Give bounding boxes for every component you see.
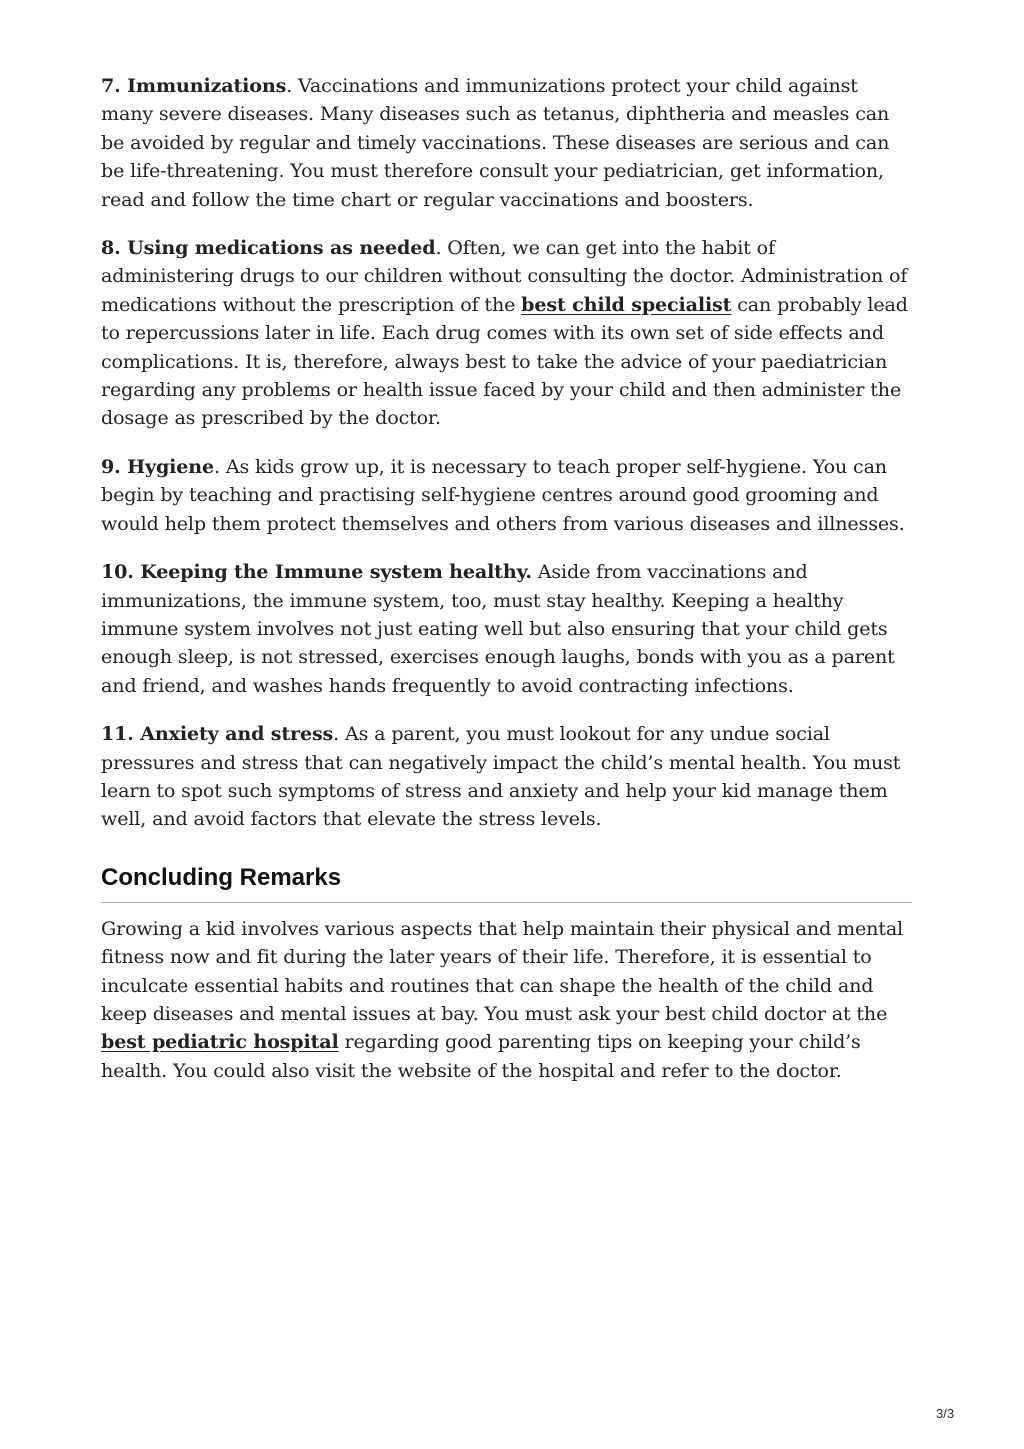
best-pediatric-hospital-link[interactable]: best pediatric hospital: [101, 1030, 339, 1054]
section-immune-system: [101, 558, 912, 700]
conclusion-paragraph: [101, 915, 912, 1085]
section-title: 10. Keeping the Immune system healthy.: [101, 560, 532, 584]
conclusion-text: Growing a kid involves various aspects that help maintain their physical and mental fitness now and fit during the later years of their life. Therefore, it is essential to inculcate essential habits and routines that can shape the health of the child and keep diseases and mental issues at bay. You must ask your best child doctor at the: [101, 916, 904, 1025]
section-text: can probably lead to repercussions later in life. Each drug comes with its own set of side effects and complications. It is, therefore, always best to take the advice of your paediatrician regarding any problems or health issue faced by your child and then administer the dosage as prescribed by the doctor.: [101, 292, 908, 430]
section-text: . Vaccinations and immunizations protect your child against many severe diseases. Many diseases such as tetanus, diphtheria and measles can be avoided by regular and timely vaccinations. These diseases are serious and can be life-threatening. You must therefore consult your pediatrician, get information, read and follow the time chart or regular vaccinations and boosters.: [101, 74, 890, 211]
page-number: 3/3: [936, 1406, 955, 1421]
section-anxiety-stress: [101, 720, 912, 834]
section-medications: [101, 234, 912, 433]
article-body: [101, 72, 912, 1105]
section-title: 7. Immunizations: [101, 74, 287, 97]
concluding-remarks-heading: Concluding Remarks: [101, 863, 912, 903]
section-text: . As kids grow up, it is necessary to teach proper self-hygiene. You can begin by teaching and practising self-hygiene centres around good grooming and would help them protect themselves and others from various diseases and illnesses.: [101, 454, 905, 535]
section-hygiene: [101, 453, 912, 538]
section-text: . As a parent, you must lookout for any undue social pressures and stress that can negatively impact the child’s mental health. You must learn to spot such symptoms of stress and anxiety and help your kid manage them well, and avoid factors that elevate the stress levels.: [101, 722, 901, 831]
section-text: Aside from vaccinations and immunizations, the immune system, too, must stay healthy. Keeping a healthy immune system involves not just eating well but also ensuring that your child gets enough sleep, is not stressed, exercises enough laughs, bonds with you as a parent and friend, and washes hands frequently to avoid contracting infections.: [101, 560, 895, 697]
section-immunizations: [101, 72, 912, 214]
conclusion-text: regarding good parenting tips on keeping your child’s health. You could also visit the website of the hospital and refer to the doctor.: [101, 1030, 861, 1082]
section-title: 11. Anxiety and stress: [101, 722, 334, 746]
section-text: . Often, we can get into the habit of administering drugs to our children without consulting the doctor. Administration of medications without the prescription of the: [101, 236, 908, 316]
section-title: 8. Using medications as needed: [101, 236, 436, 260]
section-title: 9. Hygiene: [101, 454, 214, 478]
best-child-specialist-link[interactable]: best child specialist: [521, 292, 732, 316]
